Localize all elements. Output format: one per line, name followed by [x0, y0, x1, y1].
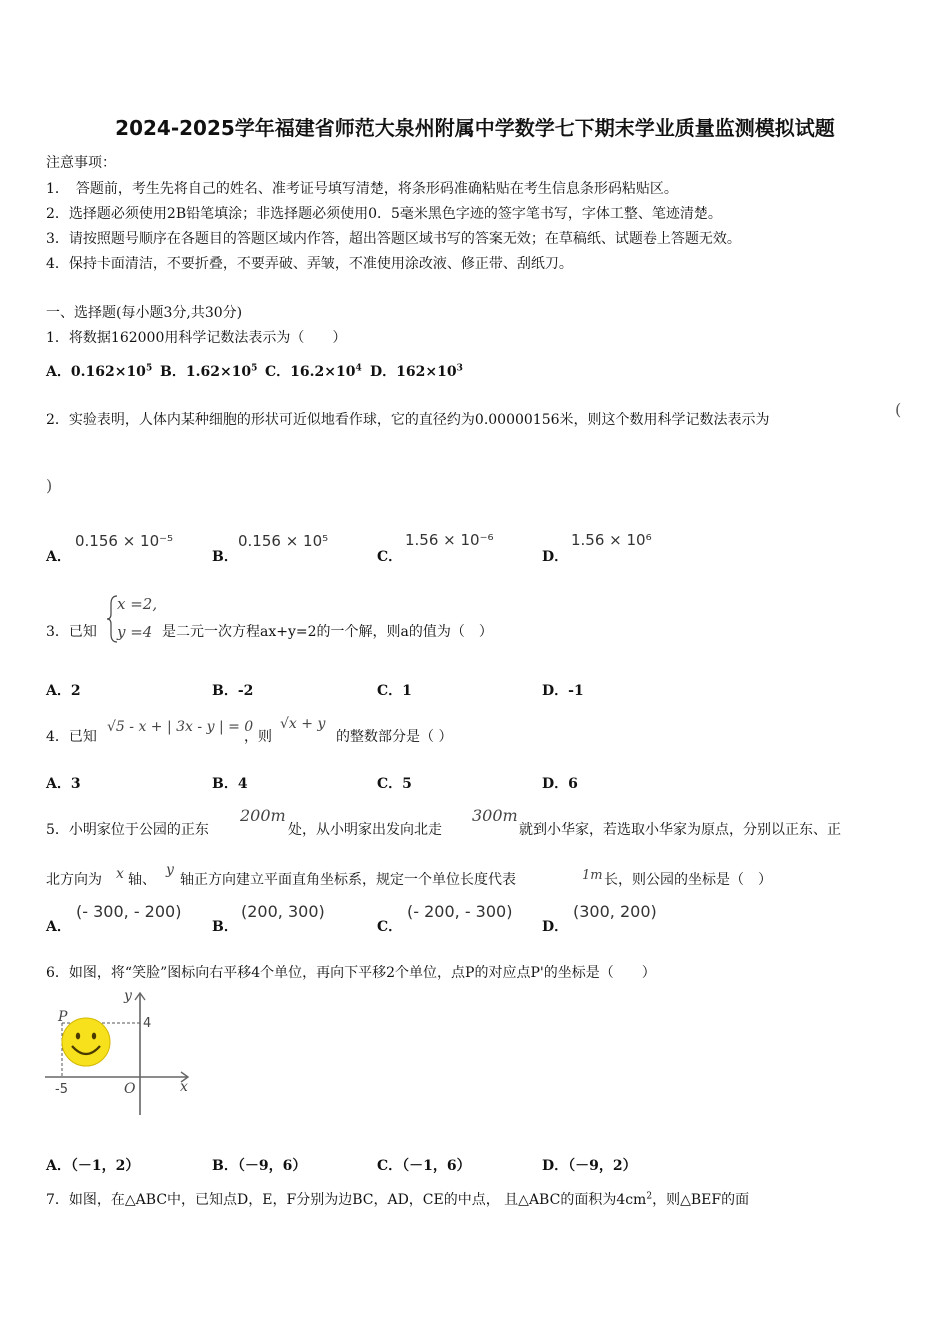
q2-option-d-label[interactable]: D．	[542, 549, 569, 565]
question-5-part-1: 5．小明家位于公园的正东	[46, 822, 209, 838]
q6-option-c[interactable]: C．（－1，6）	[377, 1158, 471, 1174]
notice-item-3: 3．请按照题号顺序在各题目的答题区域内作答，超出答题区域书写的答案无效；在草稿纸、试题卷上答题无效。	[46, 231, 741, 247]
page-title: 2024-2025学年福建省师范大泉州附属中学数学七下期末学业质量监测模拟试题	[115, 116, 835, 140]
q5-distance-east: 200m	[240, 806, 286, 825]
question-4-suffix: 的整数部分是（ ）	[336, 729, 453, 745]
q1-option-b[interactable]: B．$1.62\times 10^5$	[160, 363, 258, 380]
question-7-stem: 7．如图，在△ABC中，已知点D，E，F分别为边BC，AD，CE的中点， 且△ABC的面积为$4cm^2$，则△BEF的面	[46, 1191, 750, 1208]
q6-option-a[interactable]: A．（－1，2）	[46, 1158, 140, 1174]
q3-system-line-2: y =4	[117, 623, 153, 641]
q4-equation: √5 - x + | 3x - y | = 0	[107, 719, 254, 735]
question-1-stem: 1．将数据162000用科学记数法表示为（ ）	[46, 330, 347, 346]
q2-option-b-label[interactable]: B．	[212, 549, 238, 565]
q5-option-d-math: (300, 200)	[573, 902, 657, 921]
question-5-part-3: 就到小华家，若选取小华家为原点，分别以正东、正	[519, 822, 841, 838]
q4-sqrt-expression: √x + y	[280, 716, 326, 732]
q5-option-c-label[interactable]: C．	[377, 919, 403, 935]
question-5-part-2: 处，从小明家出发向北走	[288, 822, 442, 838]
q3-option-d[interactable]: D．-1	[542, 683, 584, 699]
q5-option-b-label[interactable]: B．	[212, 919, 238, 935]
q1-option-c[interactable]: C．$16.2\times 10^4$	[265, 363, 362, 380]
q2-open-paren: (	[895, 400, 902, 419]
question-3-suffix: 是二元一次方程ax+y=2的一个解，则a的值为（ ）	[162, 624, 493, 640]
notice-heading: 注意事项：	[46, 155, 116, 171]
origin-label: O	[124, 1081, 136, 1097]
q5-y-symbol: y	[166, 862, 174, 878]
q5-distance-north: 300m	[472, 806, 518, 825]
q5-option-d-label[interactable]: D．	[542, 919, 569, 935]
q2-close-paren: )	[46, 476, 53, 495]
q6-option-d[interactable]: D．（－9，2）	[542, 1158, 637, 1174]
q2-option-c-label[interactable]: C．	[377, 549, 403, 565]
q5-option-c-math: (- 200, - 300)	[407, 902, 513, 921]
tick-4-label: 4	[143, 1016, 152, 1031]
smiley-face-icon	[62, 1018, 110, 1066]
q5-option-b-math: (200, 300)	[241, 902, 325, 921]
q1-option-a[interactable]: A．$0.162\times 10^5$	[46, 363, 153, 380]
q3-option-c[interactable]: C．1	[377, 683, 412, 699]
q2-option-c-math: 1.56 × 10⁻⁶	[405, 531, 494, 549]
q3-option-b[interactable]: B．-2	[212, 683, 254, 699]
q2-option-d-math: 1.56 × 10⁶	[571, 531, 652, 549]
notice-item-4: 4．保持卡面清洁，不要折叠，不要弄破、弄皱，不准使用涂改液、修正带、刮纸刀。	[46, 256, 573, 272]
q2-option-b-math: 0.156 × 10⁵	[238, 532, 329, 550]
q6-option-b[interactable]: B．（－9，6）	[212, 1158, 307, 1174]
q4-option-c[interactable]: C．5	[377, 776, 412, 792]
q5-option-a-math: (- 300, - 200)	[76, 902, 182, 921]
question-2-stem: 2．实验表明，人体内某种细胞的形状可近似地看作球，它的直径约为0.00000156米，则这个数用科学记数法表示为	[46, 412, 770, 428]
q6-smiley-coordinate-figure	[40, 985, 200, 1120]
question-5-line-2b: 轴、	[128, 872, 156, 888]
q2-option-a-math: 0.156 × 10⁻⁵	[75, 532, 174, 550]
point-p-label: P	[58, 1009, 68, 1025]
question-4-mid: ，则	[244, 729, 272, 745]
q5-unit-symbol: 1m	[582, 868, 603, 883]
y-axis-label: y	[124, 988, 132, 1004]
question-3-prefix: 3．已知	[46, 624, 97, 640]
notice-item-2: 2．选择题必须使用2B铅笔填涂；非选择题必须使用0．5毫米黑色字迹的签字笔书写，字体工整、笔迹清楚。	[46, 206, 722, 222]
question-4-prefix: 4．已知	[46, 729, 97, 745]
q3-system-line-1: x =2,	[117, 595, 158, 613]
q5-option-a-label[interactable]: A．	[46, 919, 71, 935]
q4-option-a[interactable]: A．3	[46, 776, 81, 792]
question-6-stem: 6．如图，将“笑脸”图标向右平移4个单位，再向下平移2个单位，点P的对应点P'的坐标是（ ）	[46, 965, 656, 981]
q3-option-a[interactable]: A．2	[46, 683, 81, 699]
q4-option-b[interactable]: B．4	[212, 776, 248, 792]
q2-option-a-label[interactable]: A．	[46, 549, 71, 565]
question-5-line-2a: 北方向为	[46, 872, 102, 888]
question-5-line-2d: 长，则公园的坐标是（ ）	[604, 872, 772, 888]
q5-x-symbol: x	[116, 866, 124, 882]
question-5-line-2c: 轴正方向建立平面直角坐标系，规定一个单位长度代表	[180, 872, 516, 888]
notice-item-1: 1． 答题前，考生先将自己的姓名、准考证号填写清楚，将条形码准确粘贴在考生信息条形码粘贴区。	[46, 181, 678, 197]
q4-option-d[interactable]: D．6	[542, 776, 578, 792]
section-heading: 一、选择题(每小题3分,共30分)	[46, 305, 243, 321]
x-axis-label: x	[180, 1079, 188, 1095]
q1-option-d[interactable]: D．$162\times 10^3$	[370, 363, 463, 380]
tick-neg5-label: -5	[55, 1082, 68, 1097]
